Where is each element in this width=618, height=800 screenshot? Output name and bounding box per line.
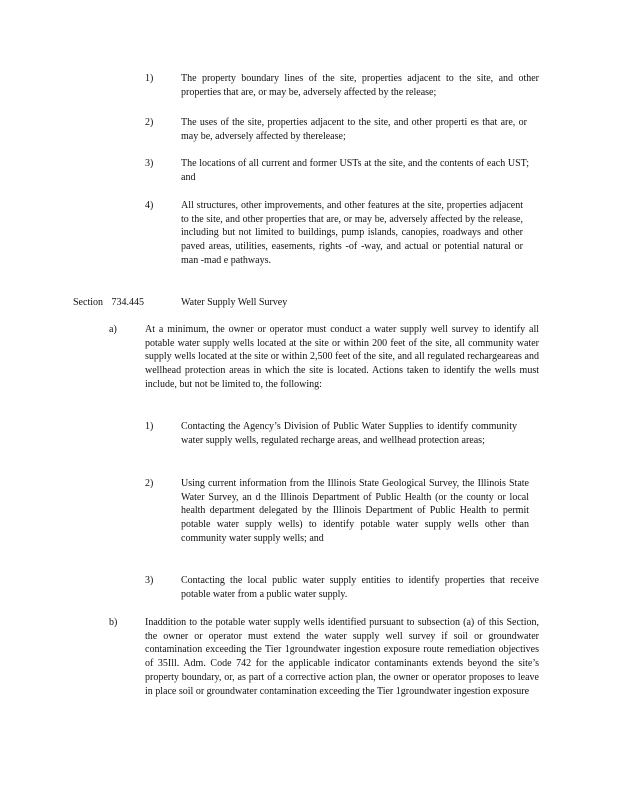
section-label: Section [73,297,103,308]
subsection-label: b) [109,617,118,628]
section-title: Water Supply Well Survey [181,297,288,308]
item-number: 4) [145,200,154,211]
subsection-text: At a minimum, the owner or operator must conduct a water supply well survey to identify all potable water supply wells located at the site or within 200 feet of the site, all community water supply wells located at the site or within 2,500 feet of the site, and all regulated rechargeareas and wellhead protection areas in which the site is located. Actions taken to identify the wells must include, but not be limited to, the following: [145,324,539,390]
item-text: Contacting the local public water supply entities to identify properties that receive potable water from a public water supply. [181,575,539,600]
item-text: The uses of the site, properties adjacent to the site, and other properti es that are, or may be, adversely affected by therelease; [181,117,527,142]
section-number: 734.445 [111,297,144,308]
subsection-label: a) [109,324,117,335]
item-text: The locations of all current and former USTs at the site, and the contents of each UST; and [181,158,529,183]
item-number: 2) [145,117,154,128]
item-number: 1) [145,73,154,84]
item-number: 3) [145,575,154,586]
item-number: 1) [145,421,154,432]
subsection-text: Inaddition to the potable water supply wells identified pursuant to subsection (a) of this Section, the owner or operator must extend the water supply well survey if soil or groundwater contamination exceeding the Tier 1groundwater ingestion exposure route remediation objectives of 35Ill. Adm. Code 742 for the applicable indicator contaminants extends beyond the site’s property boundary, or, as part of a corrective action plan, the owner or operator proposes to leave in place soil or groundwater contamination exceeding the Tier 1groundwater ingestion exposure [145,617,539,697]
item-text: The property boundary lines of the site, properties adjacent to the site, and other properties that are, or may be, adversely affected by the release; [181,73,539,98]
item-text: Using current information from the Illinois State Geological Survey, the Illinois State Water Survey, an d the Illinois Department of Public Health (or the county or local health department delegated by the Illinois Department of Public Health to permit potable water supply wells) to identify potable water supply wells other than community water supply wells; and [181,478,529,544]
item-text: Contacting the Agency’s Division of Public Water Supplies to identify community water supply wells, regulated recharge areas, and wellhead protection areas; [181,421,517,446]
item-number: 2) [145,478,154,489]
item-text: All structures, other improvements, and other features at the site, properties adjacent to the site, and other properties that are, or may be, adversely affected by the release, including but not limited to buildings, pump islands, canopies, roadways and other paved areas, utilities, easements, rights -of -way, and actual or potential natural or man -mad e pathways. [181,200,523,266]
item-number: 3) [145,158,154,169]
section-heading [73,296,473,310]
